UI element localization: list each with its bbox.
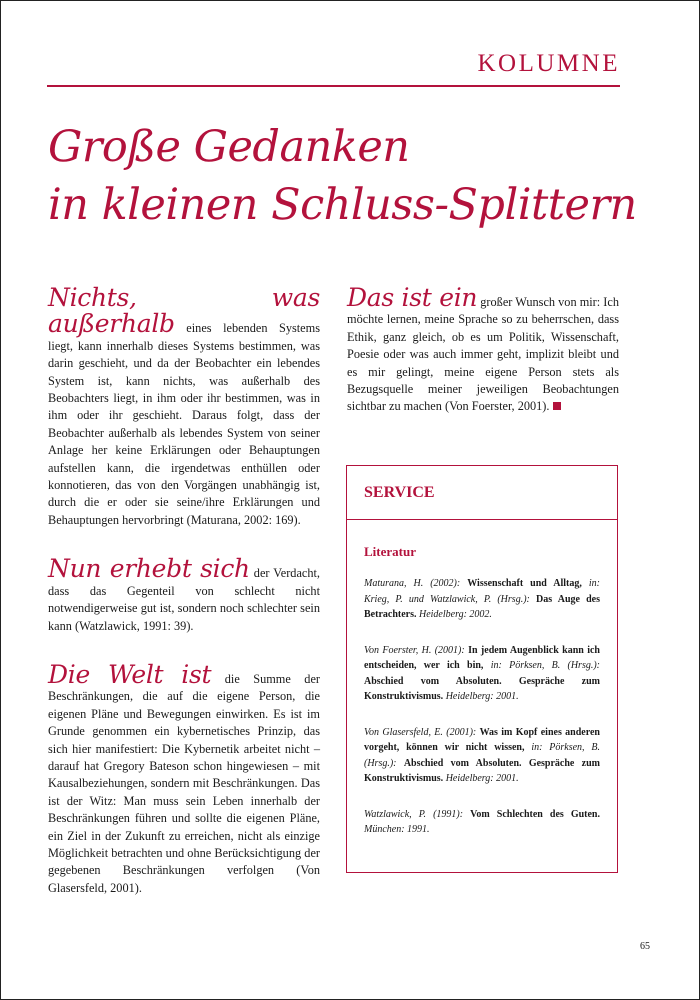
- page-number: 65: [640, 941, 650, 952]
- paragraph-4: [347, 285, 619, 416]
- service-heading: SERVICE: [347, 466, 617, 520]
- paragraph-3: [48, 659, 321, 897]
- article-title: [48, 118, 637, 234]
- lead-phrase: Nun erhebt sich: [48, 554, 250, 584]
- reference-item: Watzlawick, P. (1991): Vom Schlechten des Guten. München: 1991.: [364, 808, 600, 835]
- right-column: [347, 285, 619, 443]
- title-line-1: Große Gedanken: [48, 122, 410, 172]
- left-column: [48, 285, 320, 924]
- reference-item: Von Glasersfeld, E. (2001): Was im Kopf eines anderen vorgeht, können wir nicht wissen, in: Pörksen, B. (Hrsg.): Abschied vom Absoluten. Gespräche zum Konstruktivismus. Heidelberg: 2001.: [364, 726, 601, 784]
- end-mark-icon: [553, 402, 561, 410]
- header-rule: [47, 85, 620, 87]
- service-box: [346, 465, 618, 873]
- reference-item: Von Foerster, H. (2001): In jedem Augenblick kann ich entscheiden, wer ich bin, in: Pörksen, B. (Hrsg.): Abschied vom Absoluten. Gespräche zum Konstruktivismus. Heidelberg: 2001.: [364, 644, 601, 702]
- paragraph-1: [48, 285, 320, 529]
- section-label: KOLUMNE: [477, 50, 620, 77]
- title-line-2: in kleinen Schluss-Splittern: [48, 180, 637, 230]
- lead-phrase: Das ist ein: [347, 283, 478, 312]
- paragraph-text: großer Wunsch von mir: Ich möchte lernen, meine Sprache so zu beherrschen, dass Ethik, ganz gleich, ob es um Politik, Wissenschaft, Poesie oder was auch immer geht, implizit bleibt und es mir gelingt, meine eigene Person stets als Bezugsquelle meiner jeweiligen Beobachtungen sichtbar zu machen (Von Foerster, 2001).: [347, 295, 619, 414]
- service-body: [347, 520, 617, 838]
- paragraph-text: eines lebenden Systems liegt, kann innerhalb dieses Systems bestimmen, was darin geschieht, und da der Beobachter ein lebendes System ist, kann nichts, was außerhalb des Beobachters liegt, in ihm oder ihr bestimmen, was in ihm oder ihr geschieht. Daraus folgt, dass der Beobachter außerhalb als lebendes System von seiner Anlage her keine Erklärungen oder Behauptungen aufstellen kann, die irgendetwas enthüllen oder konnotieren, das von den Vorgängen unabhängig ist, durch die er oder sie seine/ihre Erklärungen und Behauptungen hervorbringt (Maturana, 2002: 169).: [48, 321, 320, 527]
- lead-phrase: Die Welt ist: [48, 659, 212, 689]
- paragraph-text: die Summe der Beschränkungen, die auf die eigene Person, die eigenen Pläne und Bewegungen einwirken. Es ist im Grunde genommen ein kybernetisches Prinzip, das sich hier manifestiert: Die Kybernetik arbeitet nicht – darauf hat Gregory Bateson schon hingewiesen – mit Kausalbeziehungen, sondern mit Beschränkungen. Das ist der Witz: Man muss sein Leben innerhalb der Beschränkungen führen und sollte die eigenen Pläne, ein Ziel in der Zukunft zu erreichen, nicht als einzige Möglichkeit betrachten und ohne Berücksichtigung der gegebenen Beschränkungen verfolgen (Von Glasersfeld, 2001).: [48, 671, 321, 895]
- lead-phrase: Nichts, was außerhalb: [48, 283, 320, 339]
- paragraph-2: [48, 556, 320, 635]
- reference-item: Maturana, H. (2002): Wissenschaft und Alltag, in: Krieg, P. und Watzlawick, P. (Hrsg.): Das Auge des Betrachters. Heidelberg: 2002.: [364, 578, 600, 620]
- paragraph-text: der Verdacht, dass das Gegenteil von schlecht nicht notwendigerweise gut ist, sondern noch schlechter sein kann (Watzlawick, 1991: 39).: [48, 566, 320, 633]
- literature-heading: Literatur: [364, 544, 416, 559]
